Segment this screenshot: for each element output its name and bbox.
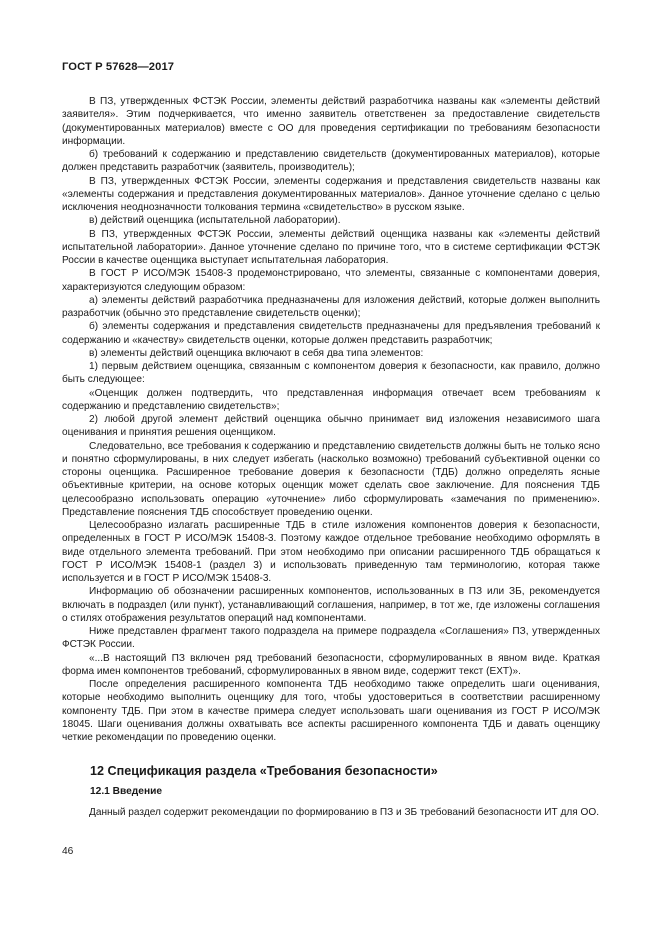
paragraph: Данный раздел содержит рекомендации по формированию в ПЗ и ЗБ требований безопасности ИТ для ОО. — [89, 807, 600, 818]
page-number: 46 — [62, 846, 74, 857]
section-title: 12 Спецификация раздела «Требования безопасности» — [90, 764, 438, 778]
paragraph: Ниже представлен фрагмент такого подраздела на примере подраздела «Соглашения» ПЗ, утвержденных ФСТЭК России. — [62, 626, 600, 651]
paragraph: Следовательно, все требования к содержанию и представлению свидетельств должны быть не только ясно и понятно сформулированы, в них следует избегать (насколько возможно) требований субъективной оценки со стороны оценщика. Расширенное требование доверия к безопасности (ТДБ) должно определять ясные объективные критерии, на основе которых оценщик может сделать свое заключение. Для пояснения ТДБ целесообразно использовать операцию «уточнение» либо сформулировать «замечания по применению». Представление пояснения ТДБ способствует проведению оценки. — [62, 440, 600, 518]
subsection-title: 12.1 Введение — [90, 786, 163, 797]
paragraph: Информацию об обозначении расширенных компонентов, использованных в ПЗ или ЗБ, рекомендуется включать в подраздел (или пункт), устанавливающий соглашения, например, в тот же, где изложены соглашения о стилях отображения результатов операций над компонентами. — [62, 586, 600, 624]
paragraph: Целесообразно излагать расширенные ТДБ в стиле изложения компонентов доверия к безопасности, определенных в ГОСТ Р ИСО/МЭК 15408-3. Поэтому каждое отдельное требование необходимо оформлять в виде отдельного элемента требований. При этом необходимо при описании расширенного ТДБ обращаться к ГОСТ Р ИСО/МЭК 15408-1 (раздел 3) и использовать приведенную там терминологию, которая также используется и в ГОСТ Р ИСО/МЭК 15408-3. — [62, 520, 600, 584]
paragraph: После определения расширенного компонента ТДБ необходимо также определить шаги оценивания, которые необходимо выполнить оценщику для того, чтобы удостовериться в соответствии расширенному компоненту ТДБ. При этом в качестве примера следует использовать шаги оценивания из ГОСТ Р ИСО/МЭК 18045. Шаги оценивания должны охватывать все аспекты расширенного компонента ТДБ и давать оценщику четкие рекомендации по проведению оценки. — [62, 679, 600, 743]
list-item: б) элементы содержания и представления свидетельств предназначены для предъявления требований к содержанию и «качеству» свидетельств оценки, которые должен представить разработчик; — [62, 321, 600, 346]
paragraph: В ПЗ, утвержденных ФСТЭК России, элементы действий разработчика названы как «элементы действий заявителя». Этим подчеркивается, что именно заявитель ответственен за предоставление свидетельств (документированных материалов) вместе с ОО для проведения сертификации по требованиям безопасности информации. — [62, 96, 600, 147]
list-item: 1) первым действием оценщика, связанным с компонентом доверия к безопасности, как правило, должно быть следующее: — [62, 361, 600, 386]
list-item: а) элементы действий разработчика предназначены для изложения действий, которые должен выполнить разработчик (обычно это представление свидетельств оценки); — [62, 294, 600, 319]
paragraph: В ПЗ, утвержденных ФСТЭК России, элементы содержания и представления свидетельств названы как «элементы содержания и представления документированных материалов». Данное уточнение сделано с целью исключения неоднозначности толкования термина «свидетельство» в русском языке. — [62, 175, 600, 213]
list-item: в) элементы действий оценщика включают в себя два типа элементов: — [89, 347, 424, 359]
paragraph: В ПЗ, утвержденных ФСТЭК России, элементы действий оценщика названы как «элементы действий испытательной лаборатории». Данное уточнение сделано по причине того, что в системе сертификации ФСТЭК России в качестве оценщика выступает испытательная лаборатория. — [62, 228, 600, 266]
list-item: 2) любой другой элемент действий оценщика обычно принимает вид изложения независимого шага оценивания и принятия решения оценщиком. — [62, 414, 600, 439]
paragraph: В ГОСТ Р ИСО/МЭК 15408-3 продемонстрировано, что элементы, связанные с компонентами доверия, характеризуются следующим образом: — [62, 268, 600, 293]
section-intro — [62, 806, 600, 819]
list-item: в) действий оценщика (испытательной лаборатории). — [89, 215, 341, 227]
list-item: б) требований к содержанию и представлению свидетельств (документированных материалов), которые должен представить разработчик (заявитель, производитель); — [62, 149, 600, 174]
body-text — [62, 95, 600, 744]
quote-paragraph: «...В настоящий ПЗ включен ряд требований безопасности, сформулированных в явном виде. Краткая форма имен компонентов требований, сформулированных в явном виде, содержит текст (EXT)». — [62, 652, 600, 677]
standard-code-header: ГОСТ Р 57628—2017 — [62, 61, 175, 73]
quote-paragraph: «Оценщик должен подтвердить, что представленная информация отвечает всем требованиям к содержанию и представлению свидетельств»; — [62, 387, 600, 412]
